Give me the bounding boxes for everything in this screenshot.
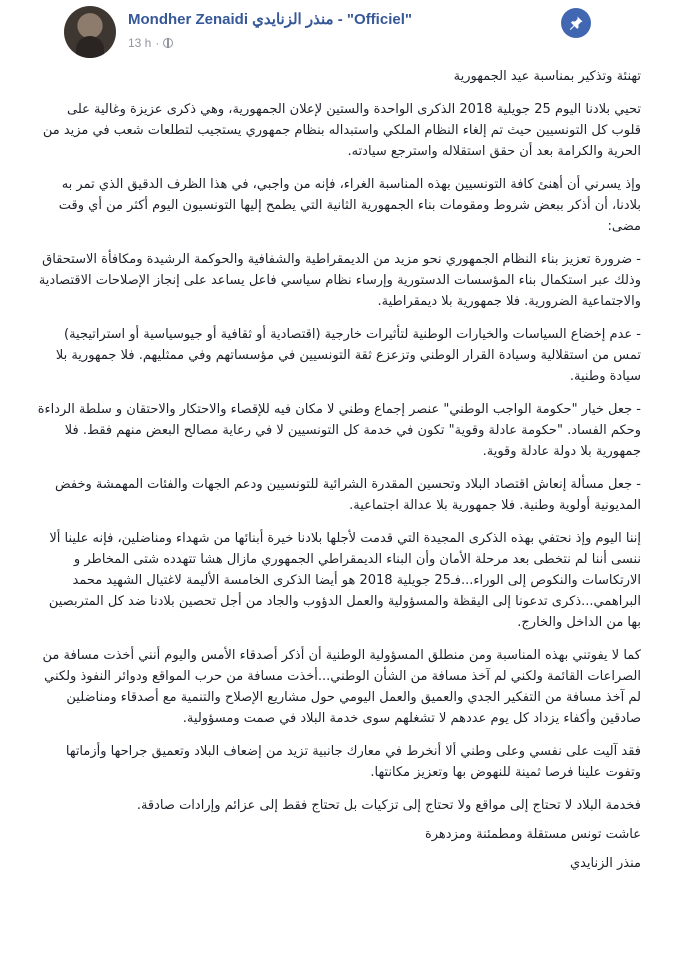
post-paragraph: فخدمة البلاد لا تحتاج إلى مواقع ولا تحتاج إلى تزكيات بل تحتاج فقط إلى عزائم وإرادات صادقة. bbox=[136, 798, 641, 813]
avatar[interactable] bbox=[64, 6, 116, 58]
post-meta: 13 h · bbox=[128, 36, 173, 50]
post-header bbox=[12, 0, 663, 62]
pin-button[interactable] bbox=[561, 8, 591, 38]
post-paragraph: تحيي بلادنا اليوم 25 جويلية 2018 الذكرى الواحدة والستين لإعلان الجمهورية، وهي ذكرى عزيزة وغالية على قلوب كل التونسيين حيث تم إلغاء النظام الملكي واستبداله بنظام جمهوري يستجيب لتطلعات شعب في مزيد من الحرية والكرامة بعد أن حقق استقلاله واسترجع سيادته. bbox=[42, 102, 641, 159]
pin-icon bbox=[568, 15, 584, 31]
post-time[interactable]: 13 h bbox=[128, 36, 152, 50]
author-name[interactable]: Mondher Zenaidi منذر الزنايدي - "Officiel" bbox=[128, 11, 412, 28]
post-paragraph: كما لا يفوتني بهذه المناسبة ومن منطلق المسؤولية الوطنية أن أذكر أصدقاء الأمس واليوم أنني أخذت مسافة من الصراعات القائمة ولكني لم آخذ مسافة من الشأن الوطني...أخذت مسافة من حرب المواقع ودوائر النفوذ ولكني لم آخذ مسافة من التفكير الجدي والعميق والعمل اليومي حول مشاريع الإصلاح والتنمية مع أصدقاء ومناضلين صادقين وأكفاء يزداد كل يوم عددهم لا تشغلهم سوى خدمة البلاد في صمت ومسؤولية. bbox=[42, 648, 641, 726]
post-paragraph: - جعل مسألة إنعاش اقتصاد البلاد وتحسين المقدرة الشرائية للتونسيين ودعم الجهات والفئات المهمشة وخفض المديونية أولوية وطنية. فلا جمهورية بلا عدالة اجتماعية. bbox=[54, 477, 641, 513]
post-paragraph: - جعل خيار "حكومة الواجب الوطني" عنصر إجماع وطني لا مكان فيه للإقصاء والاحتكار والاحتقان و سلطة الرداءة وحكم الفساد. "حكومة عادلة وقوية" تكون في خدمة كل التونسيين لا في رعاية مصالح البعض منهم فقط. فلا جمهورية بلا دولة عادلة وقوية. bbox=[37, 402, 641, 459]
post-signature: منذر الزنايدي bbox=[569, 856, 641, 871]
post-paragraph: - ضرورة تعزيز بناء النظام الجمهوري نحو مزيد من الديمقراطية والشفافية والحوكمة الرشيدة ومكافأة الاستحقاق وذلك عبر استكمال بناء المؤسسات الدستورية وإرساء نظام سياسي فاعل يساعد على إنجاز الإصلاحات الاقتصادية والاجتماعية الضرورية. فلا جمهورية بلا ديمقراطية. bbox=[38, 252, 641, 309]
post-paragraph: فقد آليت على نفسي وعلى وطني ألا أنخرط في معارك جانبية تزيد من إضعاف البلاد وتعميق جراحها وأزماتها وتفوت علينا فرصا ثمينة للنهوض بها وتعزيز مكانتها. bbox=[65, 744, 641, 780]
post-text bbox=[12, 66, 663, 874]
post-paragraph: - عدم إخضاع السياسات والخيارات الوطنية لتأثيرات خارجية (اقتصادية أو ثقافية أو جيوسياسية أو استراتيجية) تمس من استقلالية وسيادة القرار الوطني وتزعزع ثقة التونسيين في مؤسساتهم وفي ممثليهم. فلا جمهورية بلا سيادة وطنية. bbox=[55, 327, 641, 384]
post-paragraph: إننا اليوم وإذ نحتفي بهذه الذكرى المجيدة التي قدمت لأجلها بلادنا خيرة أبنائها من شهداء ومناضلين، فإنه علينا ألا ننسى أننا لم نتخطى بعد مرحلة الأمان وأن البناء الديمقراطي الجمهوري مازال هشا تتهدده شتى المخاطر و الارتكاسات والنكوص إلى الوراء...فـ25 جويلية 2018 هو أيضا الذكرى الخامسة الأليمة لاغتيال الشهيد محمد البراهمي...ذكرى تدعونا إلى اليقظة والمسؤولية والعمل الدؤوب والجاد من أجل تحصين بلادنا ضد كل المتربصين بها من الداخل والخارج. bbox=[48, 531, 641, 630]
post-paragraph: وإذ يسرني أن أهنئ كافة التونسيين بهذه المناسبة الغراء، فإنه من واجبي، في هذا الظرف الدقيق الذي تمر به بلادنا، أن أذكر ببعض شروط ومقومات بناء الجمهورية الثانية التي يطمح إليها التونسيون اليوم أكثر من أي وقت مضى: bbox=[58, 177, 641, 234]
globe-icon[interactable] bbox=[163, 38, 173, 48]
post-title: تهنئة وتذكير بمناسبة عيد الجمهورية bbox=[453, 69, 641, 84]
post-closing: عاشت تونس مستقلة ومطمئنة ومزدهرة bbox=[424, 827, 641, 842]
